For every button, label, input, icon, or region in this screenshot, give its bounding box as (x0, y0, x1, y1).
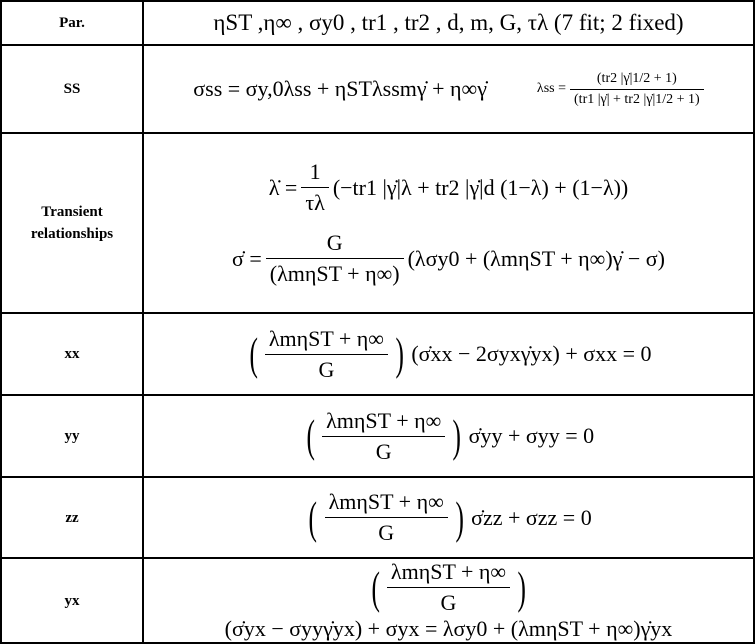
parameter-list: ηST ,η∞ , σy0 , tr1 , tr2 , d, m, G, τλ (7 fit; 2 fixed) (143, 1, 754, 45)
yx-denominator: G (387, 587, 510, 616)
right-paren: ) (455, 491, 464, 543)
row-label-yx: yx (1, 558, 143, 643)
lambda-ss-numerator: (tr2 |γ̇|1/2 + 1) (596, 70, 677, 86)
yx-rhs: (σ̇yx − σyyγ̇yx) + σyx = λσy0 + (λmηST + η∞)γ̇yx (224, 616, 673, 641)
transient-equations (143, 133, 754, 313)
table-row-parameters (1, 1, 754, 45)
ss-lambda-equation (537, 71, 704, 108)
yy-equation (143, 395, 754, 477)
row-label-par: Par. (1, 1, 143, 45)
left-paren: ( (371, 561, 380, 613)
table-row-xx (1, 313, 754, 395)
left-paren: ( (306, 410, 315, 461)
left-paren: ( (248, 328, 258, 379)
yy-fraction (322, 408, 445, 465)
row-label-ss: SS (1, 45, 143, 133)
sigma-dot-denominator: (λmηST + η∞) (266, 258, 404, 287)
ss-stress-equation: σss = σy,0λss + ηSTλssmγ̇ + η∞γ̇ (193, 76, 487, 101)
row-label-yy: yy (1, 395, 143, 477)
yx-numerator: λmηST + η∞ (390, 559, 507, 584)
yx-fraction (387, 559, 510, 616)
zz-rhs: σ̇zz + σzz = 0 (471, 504, 592, 530)
table-row-ss (1, 45, 754, 133)
xx-fraction (265, 326, 388, 383)
row-label-xx: xx (1, 313, 143, 395)
table-row-zz (1, 477, 754, 558)
sigma-dot-lhs: σ̇ = (232, 245, 262, 271)
sigma-dot-equation (144, 230, 753, 287)
xx-equation (143, 313, 754, 395)
zz-fraction (325, 489, 448, 546)
zz-numerator: λmηST + η∞ (328, 489, 444, 514)
table-row-transient (1, 133, 754, 313)
xx-numerator: λmηST + η∞ (268, 325, 384, 351)
left-paren: ( (308, 491, 318, 543)
table-row-yy (1, 395, 754, 477)
xx-rhs: (σ̇xx − 2σyxγ̇yx) + σxx = 0 (411, 341, 652, 366)
ss-equations (143, 45, 754, 133)
table-row-yx (1, 558, 754, 643)
right-paren: ) (452, 410, 462, 461)
lambda-dot-equation (144, 159, 753, 216)
lambda-dot-numerator: 1 (309, 159, 321, 184)
lambda-dot-fraction (301, 159, 329, 216)
row-label-zz: zz (1, 477, 143, 558)
lambda-dot-rhs: (−tr1 |γ̇|λ + tr2 |γ̇|d (1−λ) + (1−λ)) (332, 174, 629, 200)
yy-numerator: λmηST + η∞ (326, 407, 442, 433)
zz-denominator: G (325, 517, 448, 546)
sigma-dot-numerator: G (326, 230, 343, 255)
yy-rhs: σ̇yy + σyy = 0 (468, 423, 595, 448)
zz-equation (143, 477, 754, 558)
row-label-transient: Transient relationships (1, 133, 143, 313)
yx-equation (143, 558, 754, 643)
lambda-ss-fraction (570, 71, 704, 108)
xx-denominator: G (265, 354, 388, 383)
sigma-dot-rhs: (λσy0 + (λmηST + η∞)γ̇ − σ) (407, 245, 665, 271)
lambda-ss-denominator: (tr1 |γ̇| + tr2 |γ̇|1/2 + 1) (570, 89, 704, 108)
lambda-ss-lhs: λss = (536, 81, 567, 96)
lambda-dot-lhs: λ̇ = (268, 174, 298, 200)
sigma-dot-fraction (266, 230, 404, 287)
right-paren: ) (395, 328, 404, 379)
yy-denominator: G (322, 436, 445, 465)
right-paren: ) (517, 561, 526, 613)
lambda-dot-denominator: τλ (301, 187, 329, 216)
